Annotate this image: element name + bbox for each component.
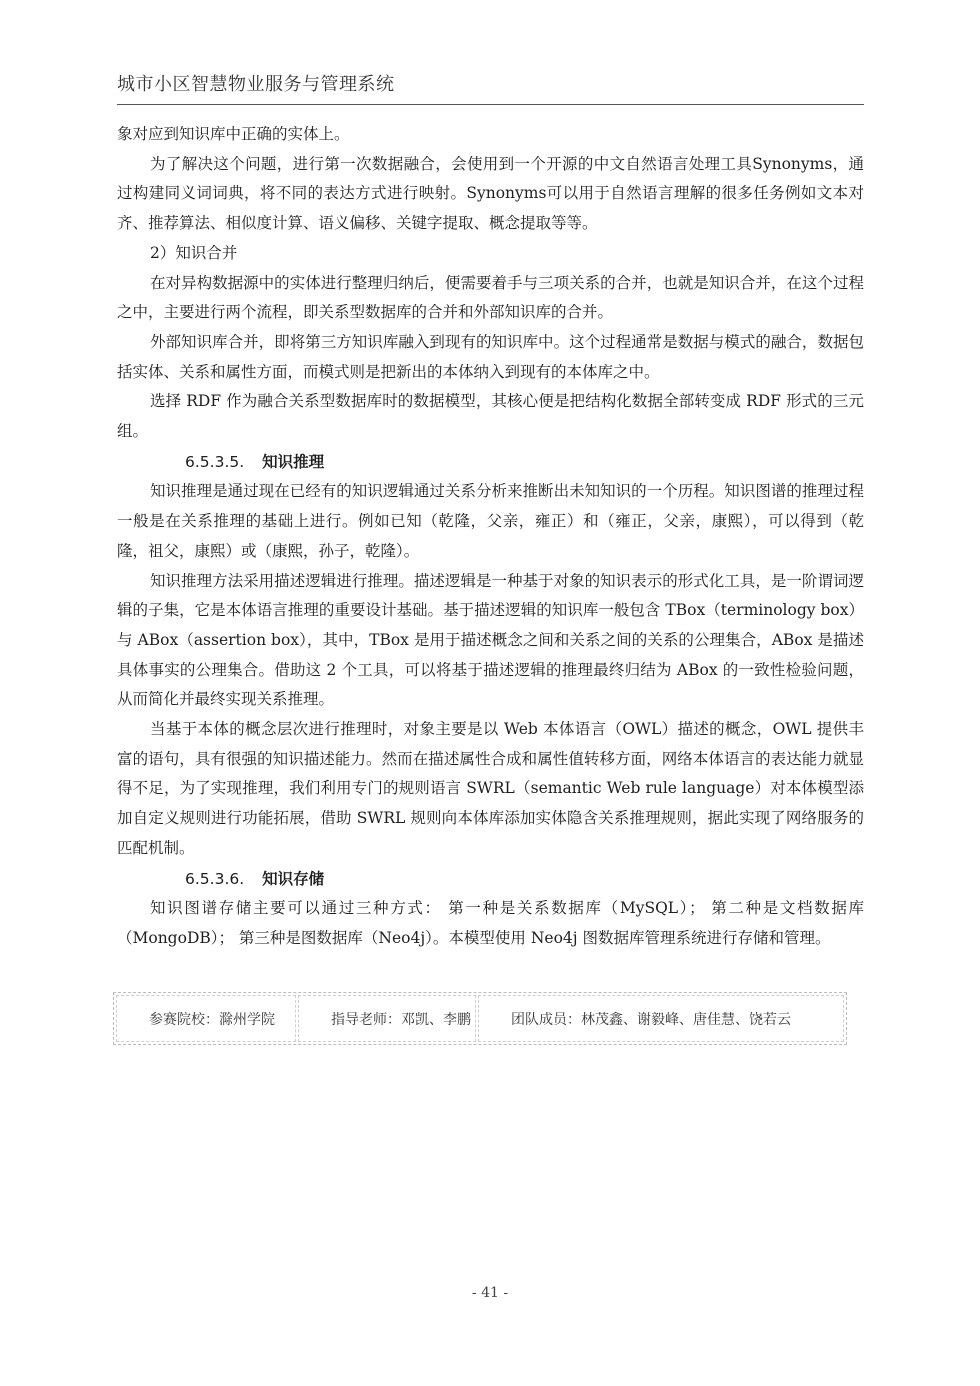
paragraph: 象对应到知识库中正确的实体上。: [117, 125, 350, 143]
header-title: 城市小区智慧物业服务与管理系统: [117, 74, 395, 95]
advisor-info: 指导老师：邓凯、李鹏: [298, 995, 476, 1042]
section-heading-knowledge-storage: [117, 864, 864, 895]
subheading-knowledge-merge: 2）知识合并: [150, 243, 238, 262]
school-info: 参赛院校：滁州学院: [116, 995, 296, 1042]
section-heading-knowledge-reasoning: [117, 447, 864, 478]
team-info-box: [113, 992, 847, 1045]
header-divider: [117, 104, 864, 105]
paragraph: 知识推理是通过现在已经有的知识逻辑通过关系分析来推断出未知知识的一个历程。知识图谱的推理过程一般是在关系推理的基础上进行。例如已知（乾隆，父亲，雍正）和（雍正，父亲，康熙），可以得到（乾隆，祖父，康熙）或（康熙，孙子，乾隆）。: [117, 482, 864, 560]
team-members-info: 团队成员：林茂鑫、谢毅峰、唐佳慧、饶若云: [478, 995, 844, 1042]
section-number: 6.5.3.6.: [185, 869, 245, 888]
paragraph: 知识推理方法采用描述逻辑进行推理。描述逻辑是一种基于对象的知识表示的形式化工具，是一阶谓词逻辑的子集，它是本体语言推理的重要设计基础。基于描述逻辑的知识库一般包含 TBox（terminology box）与 ABox（assertion box），其中，TBox 是用于描述概念之间和关系之间的关系的公理集合，ABox 是描述具体事实的公理集合。借助这 2 个工具，可以将基于描述逻辑的推理最终归结为 ABox 的一致性检验问题，从而简化并最终实现关系推理。: [117, 571, 864, 709]
section-title: 知识存储: [262, 868, 325, 888]
paragraph: 外部知识库合并，即将第三方知识库融入到现有的知识库中。这个过程通常是数据与模式的融合，数据包括实体、关系和属性方面，而模式则是把新出的本体纳入到现有的本体库之中。: [117, 332, 864, 381]
paragraph: 当基于本体的概念层次进行推理时，对象主要是以 Web 本体语言（OWL）描述的概念，OWL 提供丰富的语句，具有很强的知识描述能力。然而在描述属性合成和属性值转移方面，网络本体语言的表达能力就显得不足，为了实现推理，我们利用专门的规则语言 SWRL（semantic Web rule language）对本体模型添加自定义规则进行功能拓展，借助 SWRL 规则向本体库添加实体隐含关系推理规则，据此实现了网络服务的匹配机制。: [117, 720, 864, 857]
page-number: - 41 -: [471, 1285, 509, 1301]
paragraph: 知识图谱存储主要可以通过三种方式： 第一种是关系数据库（MySQL）； 第二种是文档数据库（MongoDB）； 第三种是图数据库（Neo4j）。本模型使用 Neo4j 图数据库管理系统进行存储和管理。: [117, 899, 864, 947]
paragraph: 选择 RDF 作为融合关系型数据库时的数据模型，其核心便是把结构化数据全部转变成 RDF 形式的三元组。: [117, 392, 864, 441]
paragraph: 在对异构数据源中的实体进行整理归纳后，便需要着手与三项关系的合并，也就是知识合并，在这个过程之中，主要进行两个流程，即关系型数据库的合并和外部知识库的合并。: [117, 273, 864, 322]
section-number: 6.5.3.5.: [185, 452, 245, 471]
body-text: [117, 120, 864, 954]
section-title: 知识推理: [262, 451, 325, 471]
paragraph: 为了解决这个问题，进行第一次数据融合，会使用到一个开源的中文自然语言处理工具Synonyms，通过构建同义词词典，将不同的表达方式进行映射。Synonyms可以用于自然语言理解的很多任务例如文本对齐、推荐算法、相似度计算、语义偏移、关键字提取、概念提取等等。: [117, 154, 864, 233]
